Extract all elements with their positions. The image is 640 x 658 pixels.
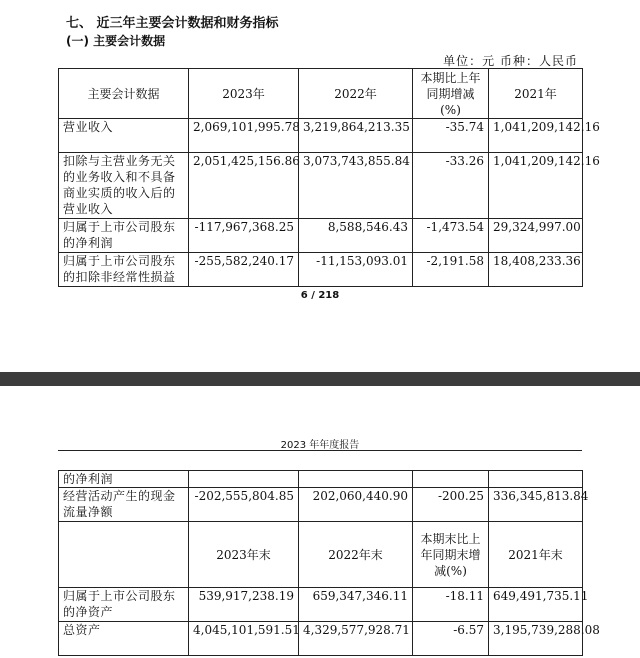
cell-empty: [489, 471, 583, 488]
cell-2023: -117,967,368.25: [189, 219, 299, 253]
table-header-row: [59, 69, 583, 119]
cell-empty: [299, 471, 413, 488]
row-label: 归属于上市公司股东的净利润: [59, 219, 189, 253]
cell-empty: [189, 471, 299, 488]
table-row: [59, 588, 583, 622]
cell-2022: 4,329,577,928.71: [299, 622, 413, 656]
section-title: 七、 近三年主要会计数据和财务指标: [66, 16, 279, 31]
cell-2021: 18,408,233.36: [489, 253, 583, 287]
cell-2023: 539,917,238.19: [189, 588, 299, 622]
header-2022: 2022年: [299, 69, 413, 119]
cell-2021: 336,345,813.84: [489, 488, 583, 522]
cell-2023: 4,045,101,591.51: [189, 622, 299, 656]
header-change-end: 本期末比上年同期末增减(%): [413, 522, 489, 588]
cell-2021: 1,041,209,142.16: [489, 119, 583, 153]
header-2023-end: 2023年末: [189, 522, 299, 588]
table-row: [59, 219, 583, 253]
header-change: 本期比上年同期增减(%): [413, 69, 489, 119]
page-divider: [0, 372, 640, 386]
cell-empty: [413, 471, 489, 488]
header-label: 主要会计数据: [59, 69, 189, 119]
row-label: 归属于上市公司股东的扣除非经常性损益: [59, 253, 189, 287]
header-2021: 2021年: [489, 69, 583, 119]
cell-change: -18.11: [413, 588, 489, 622]
header-2022-end: 2022年末: [299, 522, 413, 588]
header-label-empty: [59, 522, 189, 588]
cell-2021: 3,195,739,288.08: [489, 622, 583, 656]
cell-2023: 2,069,101,995.78: [189, 119, 299, 153]
cell-2022: 659,347,346.11: [299, 588, 413, 622]
cell-2023: -202,555,804.85: [189, 488, 299, 522]
row-label: 经营活动产生的现金流量净额: [59, 488, 189, 522]
header-2023: 2023年: [189, 69, 299, 119]
table-row: [59, 488, 583, 522]
sub-title: (一) 主要会计数据: [66, 34, 166, 48]
cell-2021: 649,491,735.11: [489, 588, 583, 622]
page-number: 6 / 218: [300, 290, 340, 301]
cell-2022: 8,588,546.43: [299, 219, 413, 253]
row-label: 扣除与主营业务无关的业务收入和不具备商业实质的收入后的营业收入: [59, 153, 189, 219]
cell-2023: 2,051,425,156.86: [189, 153, 299, 219]
cell-2022: 3,219,864,213.35: [299, 119, 413, 153]
header-2021-end: 2021年末: [489, 522, 583, 588]
main-accounting-data-table-continued: [58, 470, 600, 656]
table-row: [59, 471, 583, 488]
cell-change: -2,191.58: [413, 253, 489, 287]
cell-2022: -11,153,093.01: [299, 253, 413, 287]
table-header-row: [59, 522, 583, 588]
table-row: [59, 622, 583, 656]
main-accounting-data-table: [58, 68, 600, 287]
table-row: [59, 253, 583, 287]
page-7: [0, 386, 640, 658]
row-label: 营业收入: [59, 119, 189, 153]
row-label-continued: 的净利润: [59, 471, 189, 488]
cell-change: -6.57: [413, 622, 489, 656]
cell-change: -35.74: [413, 119, 489, 153]
cell-change: -1,473.54: [413, 219, 489, 253]
table-row: [59, 119, 583, 153]
cell-2021: 1,041,209,142.16: [489, 153, 583, 219]
table-row: [59, 153, 583, 219]
row-label: 归属于上市公司股东的净资产: [59, 588, 189, 622]
cell-2022: 202,060,440.90: [299, 488, 413, 522]
unit-currency-note: 单位：元 币种：人民币: [443, 54, 578, 68]
cell-2023: -255,582,240.17: [189, 253, 299, 287]
cell-change: -200.25: [413, 488, 489, 522]
cell-2022: 3,073,743,855.84: [299, 153, 413, 219]
report-header: 2023 年年度报告: [280, 440, 360, 451]
cell-change: -33.26: [413, 153, 489, 219]
row-label: 总资产: [59, 622, 189, 656]
header-rule: [58, 450, 582, 451]
cell-2021: 29,324,997.00: [489, 219, 583, 253]
